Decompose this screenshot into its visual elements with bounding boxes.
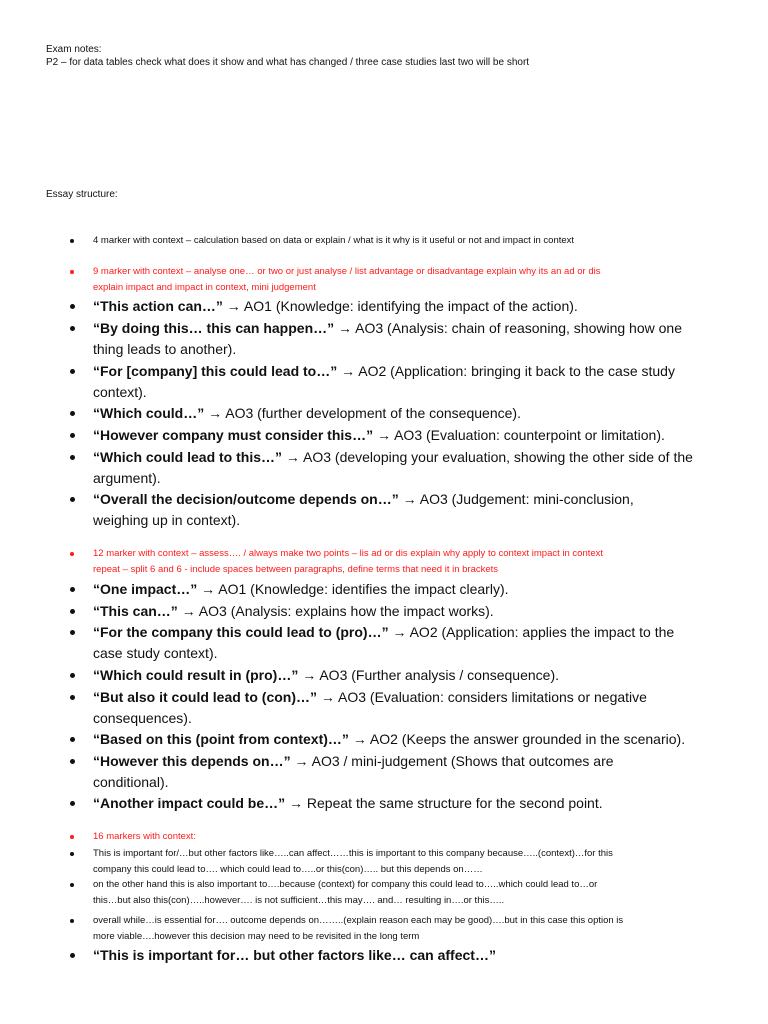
four-marker-item bbox=[70, 233, 750, 249]
phrase-continuation: weighing up in context). bbox=[93, 512, 241, 528]
list-item bbox=[70, 447, 750, 489]
list-item bbox=[70, 846, 750, 878]
bullet-icon bbox=[70, 737, 75, 742]
phrase-stem: “Another impact could be…” bbox=[93, 795, 286, 811]
bullet-icon bbox=[70, 326, 75, 331]
phrase-explanation: → AO1 (Knowledge: identifies the impact clearly). bbox=[197, 581, 509, 597]
list-item bbox=[70, 296, 750, 317]
list-item bbox=[70, 579, 750, 600]
phrase-explanation: → AO2 (Application: applies the impact to the bbox=[388, 624, 675, 640]
sixteen-marker-heading-text: 16 markers with context: bbox=[93, 831, 196, 842]
bullet-icon bbox=[70, 919, 74, 923]
nine-marker-heading bbox=[70, 264, 750, 296]
p2-note: P2 – for data tables check what does it show and what has changed / three case studies last two will be short bbox=[46, 57, 530, 68]
bullet-icon bbox=[70, 852, 74, 856]
list-item bbox=[70, 793, 750, 814]
phrase-explanation: → AO3 (Analysis: explains how the impact works). bbox=[177, 603, 494, 619]
bullet-icon bbox=[70, 587, 75, 592]
list-item bbox=[70, 622, 750, 664]
phrase-stem: “Overall the decision/outcome depends on…” bbox=[93, 491, 399, 507]
list-item bbox=[70, 489, 750, 531]
bullet-icon bbox=[70, 953, 75, 958]
twelve-marker-heading bbox=[70, 546, 750, 578]
phrase-stem: “However company must consider this…” bbox=[93, 427, 374, 443]
nine-marker-heading-line: explain impact and impact in context, mini judgement bbox=[93, 282, 316, 293]
sixteen-paragraph-line: this…but also this(con)…..however…. is not sufficient…this may…. and… resulting in….or this….. bbox=[93, 895, 505, 906]
bullet-icon bbox=[70, 455, 75, 460]
bullet-icon bbox=[70, 759, 75, 764]
phrase-explanation: → AO3 (developing your evaluation, showing the other side of the bbox=[282, 449, 693, 465]
phrase-stem: “Which could result in (pro)…” bbox=[93, 667, 299, 683]
phrase-explanation: → AO2 (Keeps the answer grounded in the scenario). bbox=[348, 731, 686, 747]
list-item bbox=[70, 665, 750, 686]
list-item bbox=[70, 751, 750, 793]
bullet-icon bbox=[70, 673, 75, 678]
phrase-stem: “However this depends on…” bbox=[93, 753, 291, 769]
phrase-stem: “This action can…” bbox=[93, 298, 223, 314]
bullet-icon bbox=[70, 801, 75, 806]
bullet-icon bbox=[70, 270, 74, 274]
phrase-continuation: consequences). bbox=[93, 710, 192, 726]
twelve-marker-heading-line: 12 marker with context – assess…. / always make two points – lis ad or dis explain why apply to context impact in context bbox=[93, 548, 604, 559]
bullet-icon bbox=[70, 695, 75, 700]
phrase-explanation: → AO3 (Evaluation: counterpoint or limitation). bbox=[373, 427, 665, 443]
bullet-icon bbox=[70, 835, 74, 839]
phrase-explanation: → AO3 (Evaluation: considers limitations or negative bbox=[317, 689, 647, 705]
sixteen-paragraph-line: more viable….however this decision may need to be revisited in the long term bbox=[93, 931, 420, 942]
list-item bbox=[70, 913, 750, 945]
bullet-icon bbox=[70, 411, 75, 416]
list-item bbox=[70, 945, 750, 966]
phrase-continuation: case study context). bbox=[93, 645, 218, 661]
bullet-icon bbox=[70, 304, 75, 309]
phrase-explanation: → AO3 / mini-judgement (Shows that outcomes are bbox=[290, 753, 614, 769]
phrase-stem: “Which could lead to this…” bbox=[93, 449, 282, 465]
sixteen-paragraph-line: company this could lead to…. which could lead to…..or this(con)….. but this depends on…… bbox=[93, 864, 483, 875]
nine-marker-heading-line: 9 marker with context – analyse one… or two or just analyse / list advantage or disadvantage explain why its an ad or dis bbox=[93, 266, 601, 277]
list-item bbox=[70, 403, 750, 424]
phrase-stem: “But also it could lead to (con)…” bbox=[93, 689, 317, 705]
phrase-stem: “By doing this… this can happen…” bbox=[93, 320, 335, 336]
phrase-stem: “This can…” bbox=[93, 603, 178, 619]
list-item bbox=[70, 729, 750, 750]
phrase-continuation: thing leads to another). bbox=[93, 341, 237, 357]
bullet-icon bbox=[70, 552, 74, 556]
bullet-icon bbox=[70, 369, 75, 374]
phrase-explanation: → AO3 (Analysis: chain of reasoning, showing how one bbox=[334, 320, 682, 336]
four-marker-text: 4 marker with context – calculation based on data or explain / what is it why is it useful or not and impact in context bbox=[93, 235, 575, 246]
phrase-stem: “Based on this (point from context)…” bbox=[93, 731, 349, 747]
phrase-explanation: → AO1 (Knowledge: identifying the impact of the action). bbox=[222, 298, 578, 314]
list-item bbox=[70, 687, 750, 729]
bullet-icon bbox=[70, 630, 75, 635]
phrase-stem: “This is important for… but other factors like… can affect…” bbox=[93, 947, 496, 963]
phrase-explanation: → Repeat the same structure for the second point. bbox=[285, 795, 603, 811]
phrase-continuation: context). bbox=[93, 384, 147, 400]
phrase-explanation: → AO2 (Application: bringing it back to the case study bbox=[337, 363, 675, 379]
phrase-stem: “One impact…” bbox=[93, 581, 198, 597]
bullet-icon bbox=[70, 239, 74, 243]
twelve-marker-heading-line: repeat – split 6 and 6 - include spaces between paragraphs, define terms that need it in brackets bbox=[93, 564, 499, 575]
phrase-explanation: → AO3 (further development of the consequence). bbox=[204, 405, 521, 421]
bullet-icon bbox=[70, 609, 75, 614]
sixteen-paragraph-line: This is important for/…but other factors like…..can affect……this is important to this company because…..(context)…for this bbox=[93, 848, 613, 859]
phrase-stem: “Which could…” bbox=[93, 405, 205, 421]
sixteen-paragraph-line: on the other hand this is also important to….because (context) for company this could lead to…..which could lead to…or bbox=[93, 879, 598, 890]
phrase-continuation: conditional). bbox=[93, 774, 169, 790]
phrase-explanation: → AO3 (Judgement: mini-conclusion, bbox=[398, 491, 634, 507]
list-item bbox=[70, 361, 750, 403]
phrase-stem: “For [company] this could lead to…” bbox=[93, 363, 338, 379]
bullet-icon bbox=[70, 433, 75, 438]
phrase-explanation: → AO3 (Further analysis / consequence). bbox=[298, 667, 560, 683]
list-item bbox=[70, 425, 750, 446]
phrase-continuation: argument). bbox=[93, 470, 161, 486]
exam-notes-heading: Exam notes: bbox=[46, 44, 102, 55]
bullet-icon bbox=[70, 883, 74, 887]
sixteen-paragraph-line: overall while…is essential for…. outcome depends on……..(explain reason each may be good)….but in this case this option is bbox=[93, 915, 624, 926]
phrase-stem: “For the company this could lead to (pro)…” bbox=[93, 624, 389, 640]
bullet-icon bbox=[70, 497, 75, 502]
list-item bbox=[70, 877, 750, 909]
sixteen-marker-heading bbox=[70, 829, 750, 845]
essay-structure-heading: Essay structure: bbox=[46, 189, 118, 200]
list-item bbox=[70, 601, 750, 622]
list-item bbox=[70, 318, 750, 360]
